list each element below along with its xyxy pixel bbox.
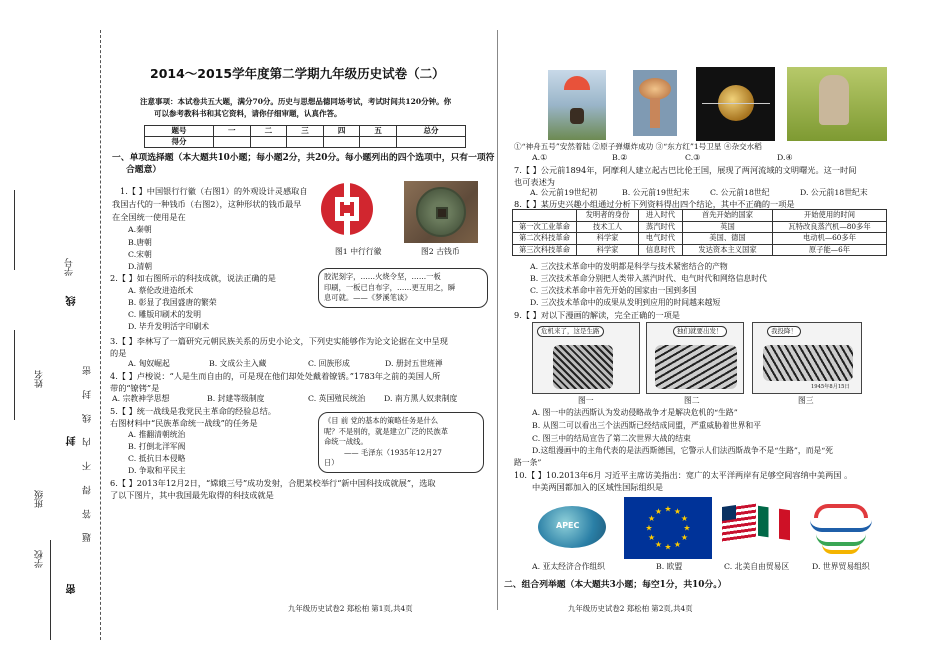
- q8-cell: 科学家: [577, 233, 639, 245]
- q8-revolution-table: [512, 209, 887, 256]
- q10-option-b[interactable]: B. 欧盟: [656, 562, 683, 571]
- q4-line1: 4.【 】卢梭说：“人是生而自由的，可是现在他们却处处戴着镣锈。”1783年之前的美国人所: [110, 371, 441, 381]
- q5-quote-line2: 呢？不是别的，就是建立广泛的民族革: [324, 426, 449, 436]
- q4-option-d[interactable]: D. 南方黑人奴隶制度: [384, 394, 458, 403]
- q9-option-a[interactable]: A. 图一中的法西斯认为发动侵略战争才是解决危机的“生路”: [532, 408, 738, 417]
- q5-quote-line1: 《目 前 党的基本的策略任务是什么: [324, 416, 439, 425]
- dongfanghong-satellite-photo: [696, 67, 775, 141]
- q8-cell: 瓦特改良蒸汽机—80多年: [773, 221, 887, 233]
- q8-cell: 英国: [683, 221, 773, 233]
- q5-quote-box: [318, 412, 484, 473]
- ancient-coin-photo: [404, 181, 478, 243]
- q1-option-d[interactable]: D.清朝: [128, 262, 153, 271]
- eu-flag-icon: [624, 497, 712, 559]
- q8-table-row: [513, 244, 887, 256]
- notice-line-2: 可以参考教科书和其它资料，请你仔细审题，认真作答。: [154, 108, 342, 118]
- q8-option-c[interactable]: C. 三次技术革命中首先开始的国家由一国到多国: [530, 286, 697, 295]
- q8-option-a[interactable]: A. 三次技术革命中的发明都是科学与技术紧密结合的产物: [530, 262, 728, 271]
- score-input[interactable]: [250, 137, 287, 148]
- footer-right: 九年级历史试卷2 郑松柏 第2页,共4页: [568, 604, 693, 613]
- eu-star-icon: ★: [664, 542, 672, 552]
- q8-cell: 发达资本主义国家: [683, 244, 773, 256]
- eu-star-icon: ★: [680, 533, 689, 542]
- capsule-icon: [570, 108, 584, 124]
- cartoon3-bubble: 我投降！: [767, 326, 801, 337]
- q2-option-b[interactable]: B. 彰显了我国盛唐的繁荣: [128, 298, 217, 307]
- student-id-line: [14, 190, 15, 270]
- score-input[interactable]: [213, 137, 250, 148]
- eu-star-icon: ★: [645, 523, 653, 533]
- q7-line2: 也可表述为: [514, 177, 555, 187]
- score-input[interactable]: [360, 137, 397, 148]
- cartoon2-caption: 图二: [684, 396, 700, 405]
- q2-quote-box: [318, 268, 488, 308]
- cartoon-figure2: [646, 322, 744, 394]
- figure1-caption: 图1 中行行徽: [335, 247, 382, 256]
- cartoon2-bubble: 独们就要出发！: [673, 326, 727, 337]
- exam-notice: [140, 96, 490, 119]
- q9-option-d-cont: 路一条”: [514, 458, 542, 467]
- q6-option-b[interactable]: B.②: [612, 153, 628, 162]
- score-cell: 四: [323, 126, 360, 137]
- q8-cell: 电气时代: [639, 233, 683, 245]
- notice-line-1: 注意事项：本试卷共五大题，满分70分。历史与思想品德同场考试，考试时间共120分钟。你: [140, 97, 452, 106]
- student-id-label: 学号: [65, 258, 75, 276]
- section1-heading-line2: 合题意）: [126, 164, 162, 175]
- q8-table-row: [513, 221, 887, 233]
- score-cell: 题号: [145, 126, 214, 137]
- q10-option-d[interactable]: D. 世界贸易组织: [812, 562, 870, 571]
- q10-option-c[interactable]: C. 北美自由贸易区: [724, 562, 790, 571]
- q2-quote-line3: 息可就。——《梦溪笔谈》: [324, 293, 412, 303]
- eu-star-icon: ★: [683, 523, 691, 533]
- score-cell: 总分: [396, 126, 465, 137]
- score-cell: 一: [213, 126, 250, 137]
- section2-heading: 二、组合列举题（本大题共3小题；每空1分，共10分。）: [504, 580, 727, 590]
- cartoon3-caption: 图三: [798, 396, 814, 405]
- q5-quote-line3: 命统一战线。: [324, 437, 368, 447]
- score-header-row: [145, 126, 466, 137]
- q2-option-a[interactable]: A. 蔡伦改进造纸术: [128, 286, 194, 295]
- cartoon1-figure: [553, 345, 613, 389]
- q5-quote-line4: —— 毛泽东（1935年12月27: [344, 447, 442, 457]
- q6-option-d[interactable]: D.④: [777, 153, 793, 162]
- q1-option-a[interactable]: A.秦朝: [128, 225, 152, 234]
- eu-star-icon: ★: [664, 504, 672, 514]
- cartoon-figure1: [532, 322, 640, 394]
- q8-cell: 第三次科技革命: [513, 244, 577, 256]
- cartoon1-bubble: 危机来了，这是生路: [537, 326, 604, 337]
- binding-dashed-line: [100, 30, 101, 640]
- q2-quote-line2: 印刷，一板已自布字，……更互用之，瞬: [324, 282, 456, 292]
- q3-line1: 3.【 】李林写了一篇研究元朝民族关系的历史小论文，下列史实能够作为论文论据在文中呈现: [110, 336, 448, 346]
- score-cell: 二: [250, 126, 287, 137]
- school-line: [50, 540, 51, 640]
- q4-option-b[interactable]: B. 封建等级制度: [207, 394, 265, 403]
- eu-star-icon: ★: [680, 514, 689, 523]
- q8-cell: [513, 210, 577, 222]
- cloud-stem: [650, 98, 660, 128]
- apec-logo: [532, 502, 612, 552]
- q2-line1: 2.【 】如右图所示的科技成就，说法正确的是: [110, 273, 276, 283]
- score-input[interactable]: [323, 137, 360, 148]
- nafta-flags-icon: [720, 500, 794, 556]
- eu-star-icon: ★: [673, 507, 682, 517]
- class-label: 班级: [35, 490, 45, 508]
- q10-line1: 10.【 】10.2013年6月 习近平主席访美指出：宽广的太平洋两岸有足够空间容纳中美两国 。: [514, 470, 853, 480]
- score-table: [144, 125, 466, 148]
- mushroom-cloud-icon: [639, 78, 671, 100]
- q9-option-c[interactable]: C. 图三中的结局宣告了第二次世界大战的结束: [532, 434, 691, 443]
- q4-option-a[interactable]: A. 宗教神学思想: [112, 394, 170, 403]
- cartoon-figure3: [752, 322, 862, 394]
- q1-line2: 我国古代的一种钱币（右图2），这种形状的钱币最早: [112, 199, 302, 209]
- q8-line1: 8.【 】某历史兴趣小组通过分析下列资料得出四个结论，其中不正确的一项是: [514, 199, 795, 209]
- q8-cell: 美国、德国: [683, 233, 773, 245]
- q8-option-b[interactable]: B. 三次技术革命分别把人类带入蒸汽时代、电气时代和网络信息时代: [530, 274, 767, 283]
- q6-option-c[interactable]: C.③: [685, 153, 701, 162]
- eu-star-icon: ★: [647, 514, 656, 523]
- seal-line-char: 线: [67, 296, 78, 306]
- q4-line2: 带的“镣铐”是: [110, 383, 160, 393]
- bank-of-china-logo: [321, 183, 373, 235]
- score-input[interactable]: [396, 137, 465, 148]
- score-cell: 五: [360, 126, 397, 137]
- q3-line2: 的是: [110, 348, 127, 358]
- exam-title: 2014～2015学年度第二学期九年级历史试卷（二）: [150, 66, 445, 81]
- score-input[interactable]: [287, 137, 324, 148]
- binding-margin: [0, 0, 100, 658]
- q5-option-d[interactable]: D. 争取和平民主: [128, 466, 186, 475]
- q3-option-d[interactable]: D. 册封五世班禅: [385, 359, 443, 368]
- q10-option-a[interactable]: A. 亚太经济合作组织: [532, 562, 605, 571]
- q9-line1: 9.【 】对以下漫画的解读，完全正确的一项是: [514, 310, 680, 320]
- q4-option-c[interactable]: C. 英国殖民统治: [308, 394, 366, 403]
- coin-icon: [416, 187, 466, 237]
- q5-option-c[interactable]: C. 抵抗日本侵略: [128, 454, 186, 463]
- eu-star-icon: ★: [654, 539, 663, 549]
- q8-cell: 首先开始的国家: [683, 210, 773, 222]
- q9-option-d[interactable]: D.这组漫画中的主角代表的是法西斯德国，它警示人们法西斯战争不是“生路”，而是“死: [532, 446, 834, 455]
- q2-option-d[interactable]: D. 毕升发明活字印刷术: [128, 322, 210, 331]
- score-value-row: [145, 137, 466, 148]
- q8-cell: 原子能—6年: [773, 244, 887, 256]
- eu-star-icon: ★: [654, 507, 663, 517]
- scientist-figure: [819, 75, 849, 125]
- q8-table-row: [513, 233, 887, 245]
- cartoon2-figures: [655, 345, 737, 389]
- q8-cell: 蒸汽时代: [639, 221, 683, 233]
- logo-gap: [340, 205, 354, 213]
- q8-cell: 进入时代: [639, 210, 683, 222]
- wto-arc-blue: [810, 520, 872, 532]
- q8-table-header: [513, 210, 887, 222]
- atomic-bomb-photo: [633, 70, 677, 136]
- q6-line1: 6.【 】2013年12月2日，“嫦娥三号”成功发射，合肥某校举行“新中国科技成就展”，选取: [110, 478, 436, 488]
- q6-option-a[interactable]: A.①: [532, 153, 548, 162]
- q7-option-b[interactable]: B. 公元前19世纪末: [622, 188, 690, 197]
- hybrid-rice-photo: [787, 67, 887, 141]
- q1-option-b[interactable]: B.唐朝: [128, 238, 152, 247]
- mexico-flag-icon: [758, 506, 790, 540]
- q6-captions: ①“神舟五号”安然着陆 ②原子弹爆炸成功 ③“东方红”1号卫星 ④杂交水稻: [514, 142, 762, 151]
- q5-option-a[interactable]: A. 推翻清朝统治: [128, 430, 186, 439]
- q5-quote-line5: 日）: [324, 458, 339, 468]
- score-cell: 三: [287, 126, 324, 137]
- satellite-antenna: [702, 103, 770, 104]
- name-line: [14, 330, 15, 420]
- q7-option-c[interactable]: C. 公元前18世纪: [710, 188, 770, 197]
- q1-line1: 1.【 】中国银行行徽（右图1）的外观设计灵感取自: [120, 186, 308, 196]
- seal-seal-char: 封: [67, 436, 78, 446]
- q5-line1: 5.【 】统一战线是我党民主革命的经验总结。: [110, 406, 276, 416]
- q8-cell: 信息时代: [639, 244, 683, 256]
- q8-cell: 开始使用的时间: [773, 210, 887, 222]
- q9-option-b[interactable]: B. 从图二可以看出三个法西斯已经结成同盟，严重威胁着世界和平: [532, 421, 761, 430]
- q1-option-c[interactable]: C.宋朝: [128, 250, 152, 259]
- wto-arc-red: [814, 504, 868, 518]
- figure2-caption: 图2 古钱币: [421, 247, 460, 256]
- q7-option-d[interactable]: D. 公元前18世纪末: [800, 188, 868, 197]
- q8-cell: 第一次工业革命: [513, 221, 577, 233]
- section1-heading-line1: 一、单项选择题（本大题共10小题；每小题2分，共20分。每小题列出的四个选项中，只有一项符: [112, 153, 495, 163]
- q8-cell: 发明者的身份: [577, 210, 639, 222]
- cartoon3-figures: [763, 345, 853, 381]
- q8-cell: 科学家: [577, 244, 639, 256]
- q7-line1: 7.【 】公元前1894年，阿摩利人建立起古巴比伦王国，展现了两河流域的文明曙光。这一时间: [514, 165, 857, 175]
- apec-text: APEC: [556, 521, 580, 530]
- q8-cell: 电动机—60多年: [773, 233, 887, 245]
- q3-option-a[interactable]: A. 匈奴崛起: [128, 359, 170, 368]
- score-cell: 得分: [145, 137, 214, 148]
- school-label: 学校: [35, 550, 45, 568]
- q7-option-a[interactable]: A. 公元前19世纪初: [530, 188, 598, 197]
- q8-option-d[interactable]: D. 三次技术革命中的成果从发明到应用的时间越来越短: [530, 298, 721, 307]
- q5-option-b[interactable]: B. 打倒北洋军阀: [128, 442, 186, 451]
- shenzhou5-photo: [548, 70, 606, 140]
- coin-hole: [436, 207, 448, 219]
- q8-cell: 技术工人: [577, 221, 639, 233]
- section1-heading: [112, 153, 497, 177]
- q2-option-c[interactable]: C. 雕版印刷术的发明: [128, 310, 202, 319]
- q6-line2: 了以下图片，其中我国最先取得的科技成就是: [110, 490, 274, 500]
- seal-secret-char: 密: [67, 584, 78, 594]
- q3-option-b[interactable]: B. 文成公主入藏: [209, 359, 267, 368]
- q2-quote-line1: 胶泥刻字，……火烧令坚，……一板: [324, 272, 441, 281]
- name-label: 姓名: [35, 370, 45, 388]
- q3-option-c[interactable]: C. 回族形成: [308, 359, 350, 368]
- wto-arc-yellow: [822, 544, 860, 554]
- eu-star-icon: ★: [647, 533, 656, 542]
- cartoon3-date: 1945年8月15日: [811, 384, 850, 390]
- cartoon1-caption: 图一: [578, 396, 594, 405]
- parachute-icon: [564, 76, 590, 90]
- q5-line2: 右图材料中“民族革命统一战线”的任务是: [110, 418, 258, 428]
- no-answer-notice: 题 答 得 不 内 线 封 密: [83, 360, 93, 543]
- page-divider: [497, 30, 498, 610]
- footer-left: 九年级历史试卷2 郑松柏 第1页,共4页: [288, 604, 413, 613]
- q10-line2: 中美两国都加入的区域性国际组织是: [532, 482, 664, 492]
- wto-logo: [806, 500, 876, 556]
- eu-star-icon: ★: [673, 539, 682, 549]
- usa-canton: [722, 505, 736, 521]
- q1-line3: 在全国统一使用是在: [112, 212, 186, 222]
- q8-cell: 第二次科技革命: [513, 233, 577, 245]
